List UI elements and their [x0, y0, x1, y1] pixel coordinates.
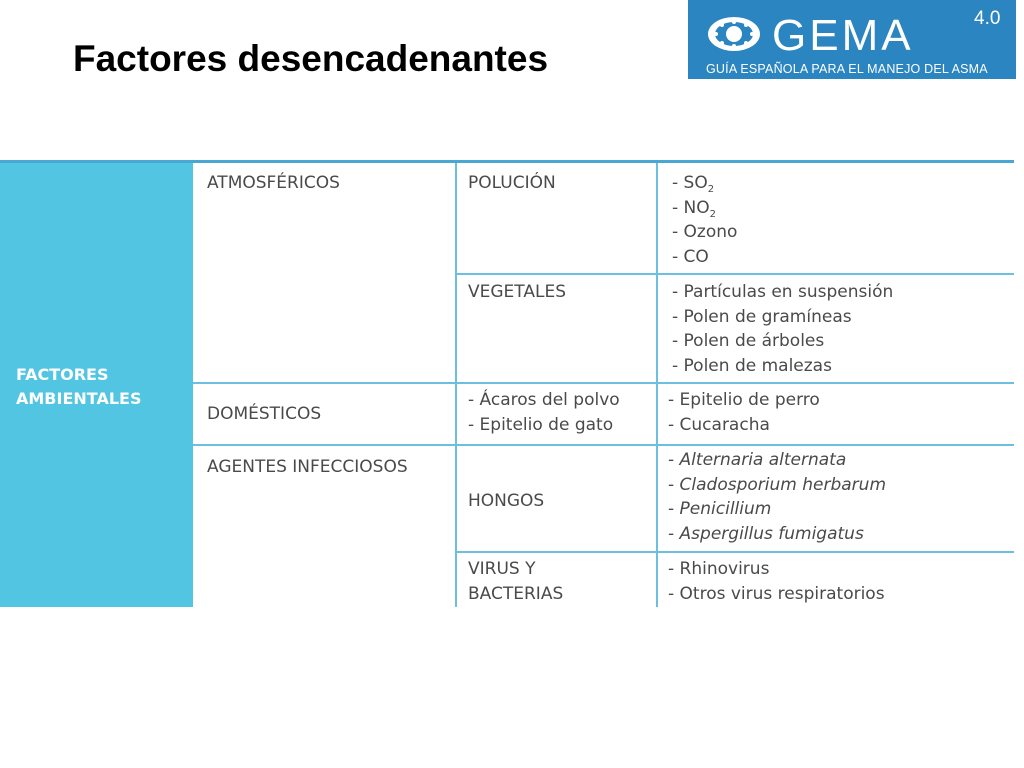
flower-emblem-icon — [706, 14, 762, 59]
subcategory-virus: VIRUS Y BACTERIAS — [468, 559, 564, 604]
list-item: - $NO_2$ — [672, 197, 717, 220]
row-divider — [455, 551, 1014, 553]
row-divider — [193, 444, 1014, 446]
list-item: - CO — [672, 246, 709, 267]
vegetales-list — [672, 280, 893, 378]
slide-title: Factores desencadenantes — [73, 38, 549, 79]
column-divider — [455, 163, 457, 607]
list-item: - Penicillium — [668, 499, 772, 519]
hongos-list — [668, 448, 886, 546]
list-item: - Otros virus respiratorios — [668, 583, 885, 604]
list-item: - Cucaracha — [668, 414, 770, 435]
list-item: - Alternaria alternata — [668, 450, 847, 470]
column-divider — [656, 163, 658, 607]
trigger-factors-table — [0, 160, 1014, 607]
category-infecciosos: AGENTES INFECCIOSOS — [207, 457, 408, 477]
virus-list — [668, 557, 885, 606]
list-item: - Epitelio de perro — [668, 390, 820, 410]
list-item: - Rhinovirus — [668, 559, 770, 579]
domesticos-right-list — [668, 388, 820, 437]
list-item: - Polen de malezas — [672, 355, 832, 376]
list-item: - Ácaros del polvo — [468, 390, 620, 410]
list-item: - Aspergillus fumigatus — [668, 523, 864, 544]
logo-version: 4.0 — [974, 8, 1001, 29]
polucion-list — [672, 171, 737, 269]
category-atmosfericos: ATMOSFÉRICOS — [207, 173, 340, 193]
list-item: - Polen de árboles — [672, 331, 825, 351]
domesticos-left-list — [468, 388, 620, 437]
logo-name: GEMA — [772, 11, 914, 60]
row-divider — [455, 273, 1014, 275]
subcategory-polucion: POLUCIÓN — [468, 173, 556, 193]
list-item: - Partículas en suspensión — [672, 282, 894, 302]
category-domesticos: DOMÉSTICOS — [207, 404, 322, 424]
subcategory-vegetales: VEGETALES — [468, 282, 566, 302]
group-label: FACTORES AMBIENTALES — [16, 365, 142, 408]
list-item: - Epitelio de gato — [468, 414, 614, 435]
list-item: - Cladosporium herbarum — [668, 474, 887, 495]
row-divider — [193, 382, 1014, 384]
list-item: - Ozono — [672, 222, 738, 242]
subcategory-hongos: HONGOS — [468, 491, 545, 511]
logo-tagline: GUÍA ESPAÑOLA PARA EL MANEJO DEL ASMA — [706, 62, 988, 76]
list-item: - $SO_2$ — [672, 173, 715, 195]
list-item: - Polen de gramíneas — [672, 306, 852, 327]
gema-logo — [688, 0, 1016, 79]
group-band — [0, 163, 193, 607]
